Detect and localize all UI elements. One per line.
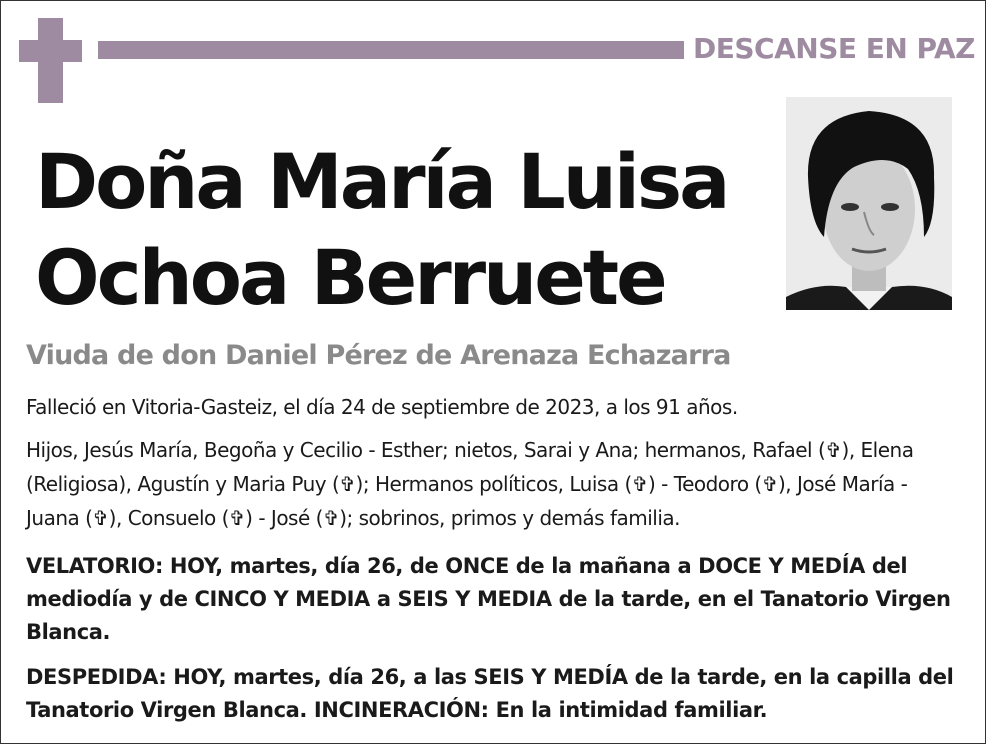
header-rule [98, 41, 684, 59]
widow-of-subtitle: Viuda de don Daniel Pérez de Arenaza Echazarra [26, 340, 731, 371]
rip-heading: DESCANSE EN PAZ [693, 32, 975, 65]
death-notice: Falleció en Vitoria-Gasteiz, el día 24 de septiembre de 2023, a los 91 años. [26, 395, 738, 419]
name-line-2: Ochoa Berruete [35, 233, 665, 322]
velatorio-info: VELATORIO: HOY, martes, día 26, de ONCE de la mañana a DOCE Y MEDÍA del mediodía y de CINCO Y MEDIA a SEIS Y MEDIA de la tarde, en el Tanatorio Virgen Blanca. [26, 554, 951, 644]
despedida-info: DESPEDIDA: HOY, martes, día 26, a las SEIS Y MEDÍA de la tarde, en la capilla del Tanatorio Virgen Blanca. INCINERACIÓN: En la intimidad familiar. [26, 665, 954, 722]
portrait-photo [786, 97, 952, 310]
family-list: Hijos, Jesús María, Begoña y Cecilio - Esther; nietos, Sarai y Ana; hermanos, Rafael (✞), Elena (Religiosa), Agustín y Maria Puy (✞); Hermanos políticos, Luisa (✞) - Teodoro (✞), José María - Juana (✞), Consuelo (✞) - José (✞); sobrinos, primos y demás familia. [26, 438, 914, 530]
portrait-image [786, 97, 952, 310]
name-line-1: Doña María Luisa [35, 137, 728, 226]
cross-icon-horizontal [19, 40, 82, 62]
deceased-name [35, 134, 755, 326]
